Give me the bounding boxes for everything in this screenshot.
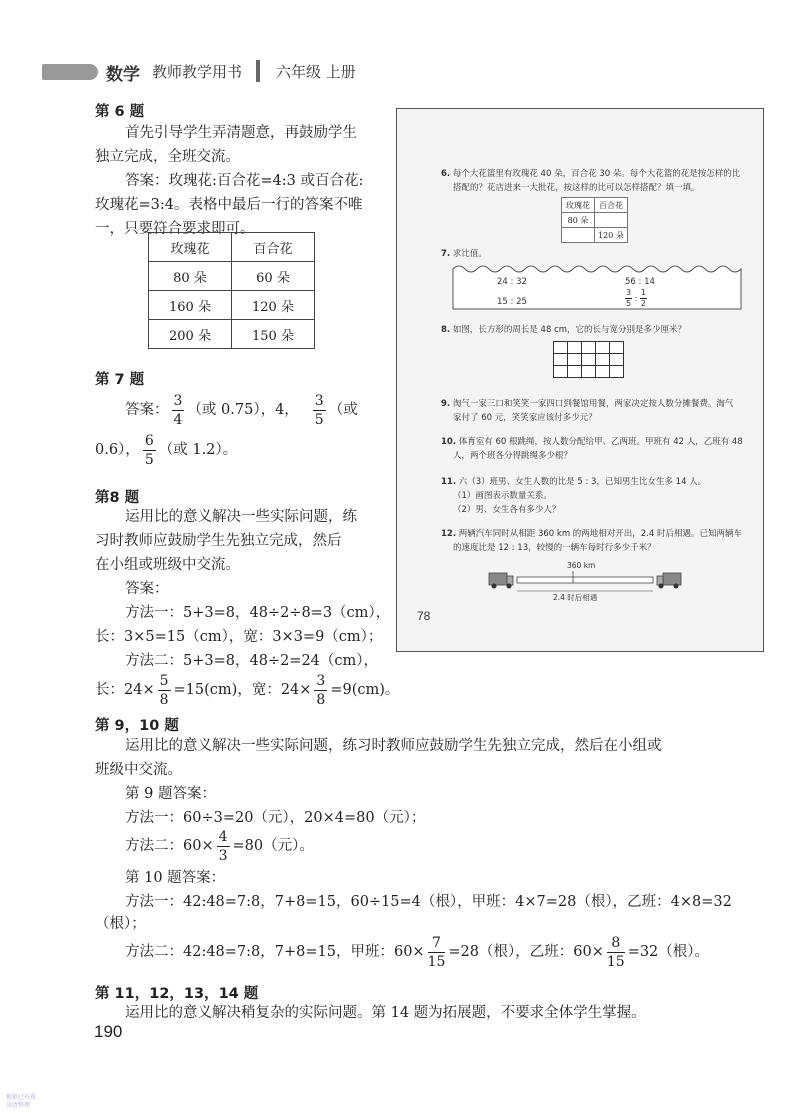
q8-fraction-2 xyxy=(314,674,327,707)
q1114-line: 运用比的意义解决稍复杂的实际问题。第 14 题为拓展题，不要求全体学生掌握。 xyxy=(125,1005,646,1021)
tb-p9-line-1 xyxy=(441,397,733,411)
q10-method-2 xyxy=(125,932,709,972)
q10-fraction-2 xyxy=(607,936,625,969)
tb-p6-num: 6. xyxy=(441,169,451,179)
tb-p8-rectangle-grid xyxy=(553,341,624,378)
fraction-denominator: 5 xyxy=(626,299,632,308)
q9-method-2 xyxy=(125,826,314,866)
fraction-numerator: 3 xyxy=(316,672,326,689)
watermark-line-2: 高清整理 xyxy=(6,1102,31,1109)
table-header-cell: 玫瑰花 xyxy=(149,233,232,262)
tb-p7-frac-b xyxy=(640,289,647,308)
q10-method-1: 方法一：42:48=7:8，7+8=15，60÷15=4（根），甲班：4×7=28（根），乙班：4×8=32 xyxy=(125,894,732,910)
fraction-denominator: 4 xyxy=(173,411,183,428)
tb-p12-line-2: 的速度比是 12 : 13，较慢的一辆车每时行多少千米？ xyxy=(453,543,656,553)
tb-p10-line-2: 人，两个班各分得跳绳多少根？ xyxy=(453,451,573,461)
q10-m2-c: =32（根）。 xyxy=(627,944,710,960)
tb-p6-text-1: 每个大花篮里有玫瑰花 40 朵，百合花 30 朵。每个大花篮的花是按怎样的比 xyxy=(452,169,741,179)
q10-label: 第 10 题答案： xyxy=(125,870,226,886)
q7-answer-line-2 xyxy=(95,430,237,470)
tb-p7-heading xyxy=(441,247,487,261)
q8-last-b: =15(cm)，宽：24× xyxy=(173,682,312,698)
table-cell: 百合花 xyxy=(595,198,628,213)
table-cell: 160 朵 xyxy=(149,291,232,320)
q10-m2-b: =28（根），乙班：60× xyxy=(448,944,604,960)
tb-p11-text-1: 六（3）班男、女生人数的比是 5 : 3，已知男生比女生多 14 人。 xyxy=(458,477,707,487)
tb-p7-item-2: 56 : 14 xyxy=(625,277,655,287)
fraction-denominator: 5 xyxy=(314,411,324,428)
table-row xyxy=(562,213,628,228)
tb-p11-line-2: （1）画图表示数量关系。 xyxy=(453,491,552,501)
tb-p11-num: 11. xyxy=(441,477,457,487)
q8-last-c: =9(cm)。 xyxy=(330,682,400,698)
fraction-numerator: 3 xyxy=(626,288,632,297)
table-cell: 120 朵 xyxy=(595,228,628,243)
tb-p7-item-3: 15 : 25 xyxy=(497,297,527,307)
watermark xyxy=(6,1094,36,1110)
fraction-denominator: 3 xyxy=(218,847,228,864)
tb-p7-item-4 xyxy=(625,289,647,308)
table-cell: 60 朵 xyxy=(232,262,315,291)
q8-last-a: 长：24× xyxy=(95,682,155,698)
q7-alt-3: （或 1.2）。 xyxy=(158,442,238,458)
tb-p9-line-2: 家付了 60 元，笑笑家应该付多少元？ xyxy=(453,413,597,423)
q7-answer-line-1 xyxy=(125,390,358,430)
q7-fraction-1 xyxy=(172,394,185,427)
table-row xyxy=(149,233,315,262)
tb-page-number: 78 xyxy=(417,609,431,623)
fraction-denominator: 2 xyxy=(640,299,646,308)
watermark-line-1: 根据已有资 xyxy=(6,1094,37,1101)
tb-p12-time-label: 2.4 时后相遇 xyxy=(553,593,598,602)
q8-fraction-1 xyxy=(158,674,171,707)
q6-line-3: 答案：玫瑰花:百合花=4:3 或百合花: xyxy=(125,173,364,189)
q6-heading: 第 6 题 xyxy=(95,104,145,120)
q910-heading: 第 9，10 题 xyxy=(95,718,179,734)
q9-m2-a: 方法二：60× xyxy=(125,838,214,854)
q7-alt-2-open: （或 xyxy=(328,402,358,418)
tb-p7-frac-a xyxy=(625,289,632,308)
fraction-numerator: 3 xyxy=(173,392,183,409)
header-decor-bar xyxy=(42,64,98,80)
tb-p8-text: 如图，长方形的周长是 48 cm，它的长与宽分别是多少厘米？ xyxy=(452,325,687,335)
q8-line-6: 长：3×5=15（cm），宽：3×3=9（cm）； xyxy=(95,629,383,645)
table-cell: 玫瑰花 xyxy=(562,198,595,213)
q6-line-4: 玫瑰花=3:4。表格中最后一行的答案不唯 xyxy=(95,197,363,213)
table-cell xyxy=(562,228,595,243)
table-row xyxy=(562,198,628,213)
q9-method-1: 方法一：60÷3=20（元），20×4=80（元）； xyxy=(125,810,426,826)
q9-fraction xyxy=(217,830,230,863)
q6-line-5: 一，只要符合要求即可。 xyxy=(95,221,255,237)
table-row xyxy=(149,291,315,320)
q8-line-8 xyxy=(95,670,399,710)
table-cell: 150 朵 xyxy=(232,320,315,349)
q1114-heading: 第 11，12，13，14 题 xyxy=(95,986,259,1002)
tb-p7-title: 求比值。 xyxy=(452,249,487,259)
q8-line-4: 答案： xyxy=(125,581,169,597)
tb-p7-num: 7. xyxy=(441,249,451,259)
page-number: 190 xyxy=(94,1022,123,1041)
q6-line-1: 首先引导学生弄清题意，再鼓励学生 xyxy=(125,125,357,141)
tb-p12-distance-label: 360 km xyxy=(567,561,596,570)
table-header-cell: 百合花 xyxy=(232,233,315,262)
fraction-numerator: 7 xyxy=(428,936,446,953)
table-cell: 200 朵 xyxy=(149,320,232,349)
fraction-numerator: 6 xyxy=(144,432,154,449)
q7-fraction-2 xyxy=(313,394,326,427)
q8-line-5: 方法一：5+3=8，48÷2÷8=3（cm）， xyxy=(125,605,391,621)
q10-method-1-wrap: （根）； xyxy=(95,916,146,932)
tb-p12-text-1: 两辆汽车同时从相距 360 km 的两地相对开出，2.4 时后相遇。已知两辆车 xyxy=(458,529,743,539)
tb-p12-num: 12. xyxy=(441,529,457,539)
q8-line-1: 运用比的意义解决一些实际问题，练 xyxy=(125,509,357,525)
tb-p11-line-3: （2）男、女生各有多少人？ xyxy=(453,505,561,515)
tb-p7-scroll-frame xyxy=(449,261,749,317)
fraction-numerator: 8 xyxy=(607,936,625,953)
q6-answer-table xyxy=(148,232,315,349)
fraction-denominator: 8 xyxy=(316,691,326,708)
tb-p11-line-1 xyxy=(441,475,706,489)
tb-p10-num: 10. xyxy=(441,437,457,447)
tb-p7-item-1: 24 : 32 xyxy=(497,277,527,287)
table-row xyxy=(149,262,315,291)
tb-p6-table xyxy=(561,197,628,243)
truck-right-icon xyxy=(657,573,681,589)
fraction-numerator: 4 xyxy=(218,828,228,845)
table-cell xyxy=(595,213,628,228)
header-separator xyxy=(256,60,260,82)
q9-label: 第 9 题答案： xyxy=(125,786,216,802)
tb-p7-ratio-sep: : xyxy=(634,294,638,303)
q8-line-3: 在小组或班级中交流。 xyxy=(95,557,240,573)
header-subject: 数学 xyxy=(106,65,140,85)
fraction-denominator: 15 xyxy=(427,953,446,970)
q8-line-2: 习时教师应鼓励学生先独立完成，然后 xyxy=(95,533,342,549)
tb-p6-line-1 xyxy=(441,167,740,181)
q7-answer-label: 答案： xyxy=(125,402,169,418)
tb-p12-line-1 xyxy=(441,527,742,541)
table-cell: 80 朵 xyxy=(562,213,595,228)
q7-alt-1: （或 0.75），4， xyxy=(187,402,299,418)
q10-m2-a: 方法二：42:48=7:8，7+8=15，甲班：60× xyxy=(125,944,425,960)
fraction-numerator: 3 xyxy=(314,392,324,409)
q910-intro-1: 运用比的意义解决一些实际问题，练习时教师应鼓励学生先独立完成，然后在小组或 xyxy=(125,738,662,754)
header-grade: 六年级 上册 xyxy=(276,63,356,81)
tb-p9-text-1: 淘气一家三口和笑笑一家四口到餐馆用餐，两家决定按人数分摊餐费。淘气 xyxy=(452,399,734,409)
q7-alt-2-close: 0.6）， xyxy=(95,442,140,458)
q10-fraction-1 xyxy=(428,936,446,969)
table-row xyxy=(562,228,628,243)
q7-heading: 第 7 题 xyxy=(95,372,145,388)
fraction-denominator: 5 xyxy=(144,451,154,468)
tb-p8-line xyxy=(441,323,686,337)
tb-p6-line-2: 搭配的？花店进来一大批花，按这样的比可以怎样搭配？填一填。 xyxy=(453,183,700,193)
tb-p8-num: 8. xyxy=(441,325,451,335)
tb-p10-line-1 xyxy=(441,435,743,449)
q9-m2-b: =80（元）。 xyxy=(232,838,314,854)
tb-p10-text-1: 体育室有 60 根跳绳，按人数分配给甲、乙两班。甲班有 42 人，乙班有 48 xyxy=(458,437,743,447)
q7-fraction-3 xyxy=(143,434,156,467)
q910-intro-2: 班级中交流。 xyxy=(95,762,182,778)
q6-line-2: 独立完成，全班交流。 xyxy=(95,149,240,165)
tb-p9-num: 9. xyxy=(441,399,451,409)
table-cell: 80 朵 xyxy=(149,262,232,291)
header-book-title: 教师教学用书 xyxy=(152,63,243,81)
q8-heading: 第8 题 xyxy=(95,490,140,506)
fraction-denominator: 15 xyxy=(606,953,625,970)
textbook-page-inset xyxy=(396,108,764,652)
fraction-numerator: 1 xyxy=(640,288,646,297)
q8-line-7: 方法二：5+3=8，48÷2=24（cm）， xyxy=(125,653,379,669)
table-cell: 120 朵 xyxy=(232,291,315,320)
fraction-numerator: 5 xyxy=(159,672,169,689)
truck-left-icon xyxy=(489,573,513,589)
fraction-denominator: 8 xyxy=(159,691,169,708)
table-row xyxy=(149,320,315,349)
